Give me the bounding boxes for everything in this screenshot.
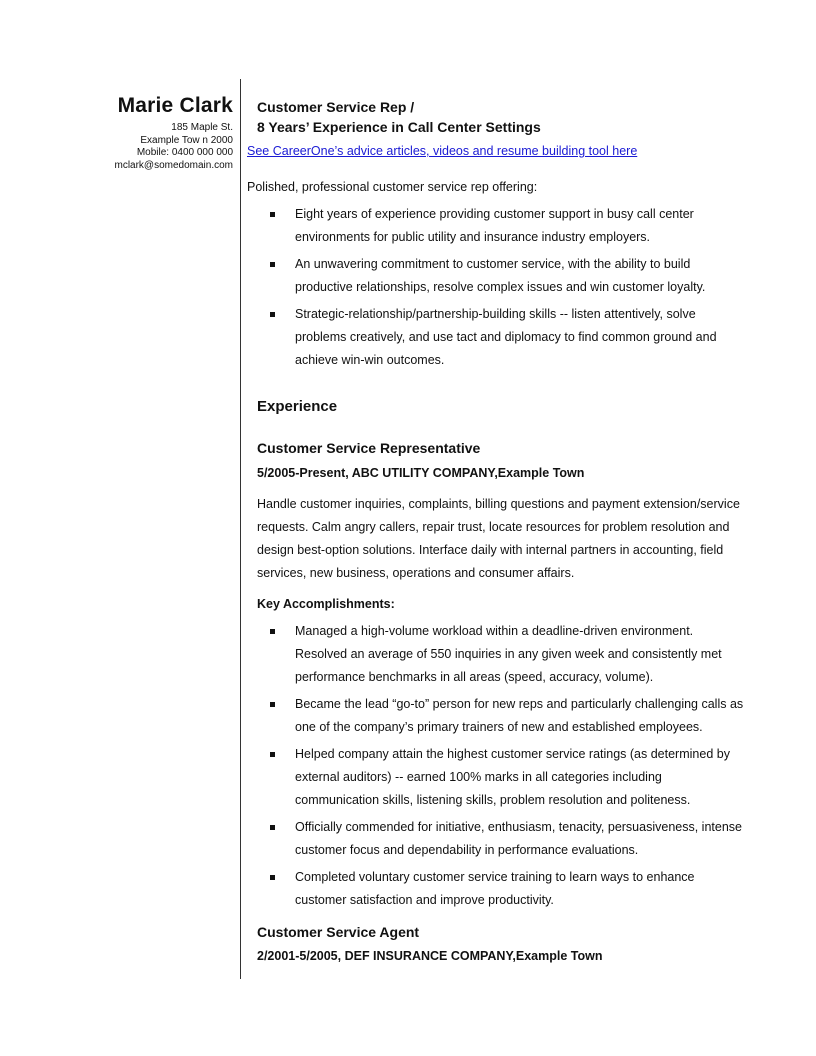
accomplishment-item: Became the lead “go-to” person for new reps and particularly challenging calls as one of the company’s primary trainers of new and established employees. — [257, 693, 747, 739]
city: Example Tow n 2000 — [140, 134, 233, 146]
address: 185 Maple St. — [171, 122, 233, 133]
job-title: Customer Service Representative — [257, 440, 481, 456]
bullet-icon — [270, 825, 275, 830]
job-dates: 5/2005-Present, ABC UTILITY COMPANY,Example Town — [257, 466, 585, 480]
headline-line-2: 8 Years’ Experience in Call Center Settings — [257, 119, 541, 135]
careerone-link[interactable]: See CareerOne’s advice articles, videos and resume building tool here — [247, 144, 638, 158]
summary-item: Strategic-relationship/partnership-building skills -- listen attentively, solve problems creatively, and use tact and diplomacy to find common ground and achieve win-win outcomes. — [257, 303, 737, 372]
job-dates: 2/2001-5/2005, DEF INSURANCE COMPANY,Example Town — [257, 949, 603, 963]
accomplishment-item: Managed a high-volume workload within a deadline-driven environment. Resolved an average of 550 inquiries in any given week and consistently met performance benchmarks in all areas (speed, accuracy, volume). — [257, 620, 747, 689]
job-title: Customer Service Agent — [257, 924, 420, 940]
vertical-divider — [240, 79, 241, 979]
bullet-icon — [270, 629, 275, 634]
contact-block — [114, 94, 233, 172]
accomplishment-item: Officially commended for initiative, enthusiasm, tenacity, persuasiveness, intense customer focus and dependability in performance evaluations. — [257, 816, 747, 862]
bullet-icon — [270, 312, 275, 317]
summary-item: An unwavering commitment to customer service, with the ability to build productive relationships, resolve complex issues and win customer loyalty. — [257, 253, 737, 299]
bullet-icon — [270, 212, 275, 217]
summary-intro: Polished, professional customer service rep offering: — [247, 180, 538, 194]
bullet-icon — [270, 752, 275, 757]
job-description: Handle customer inquiries, complaints, billing questions and payment extension/service requests. Calm angry callers, repair trust, locate resources for problem resolution and design best-option solutions. Interface daily with internal partners in accounting, field services, new business, operations and consumer affairs. — [257, 497, 740, 580]
headline-line-1: Customer Service Rep / — [257, 99, 415, 115]
candidate-name: Marie Clark — [117, 94, 233, 117]
accomplishments-heading: Key Accomplishments: — [257, 597, 395, 611]
bullet-icon — [270, 702, 275, 707]
mobile: Mobile: 0400 000 000 — [136, 147, 233, 158]
headline — [257, 97, 541, 137]
accomplishments-list — [257, 620, 747, 916]
experience-heading: Experience — [257, 398, 338, 415]
bullet-icon — [270, 875, 275, 880]
summary-item: Eight years of experience providing customer support in busy call center environments for public utility and insurance industry employers. — [257, 203, 737, 249]
accomplishment-item: Completed voluntary customer service training to learn ways to enhance customer satisfaction and improve productivity. — [257, 866, 747, 912]
summary-list — [257, 203, 737, 376]
email[interactable]: mclark@somedomain.com — [114, 159, 233, 171]
bullet-icon — [270, 262, 275, 267]
accomplishment-item: Helped company attain the highest customer service ratings (as determined by external auditors) -- earned 100% marks in all categories including communication skills, listening skills, problem resolution and politeness. — [257, 743, 747, 812]
